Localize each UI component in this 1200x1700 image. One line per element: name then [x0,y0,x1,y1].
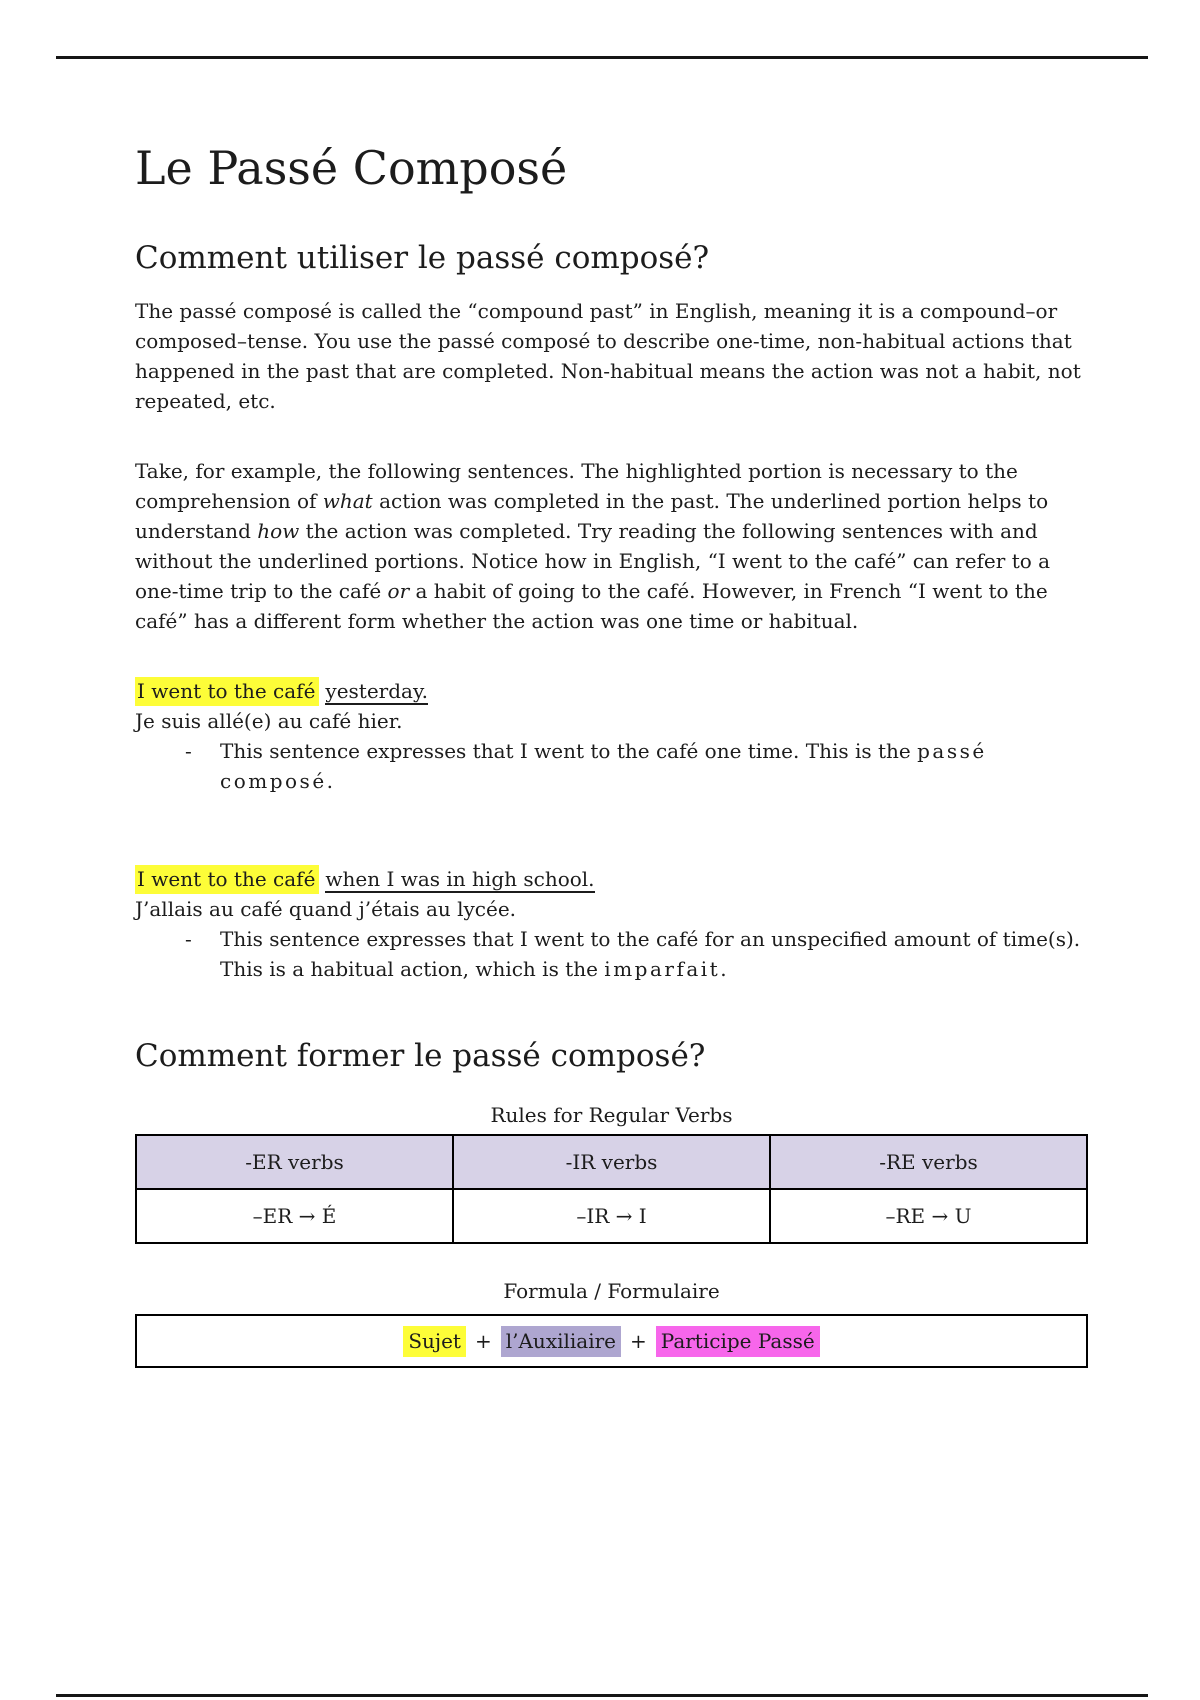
rules-table-cell-re: –RE → U [770,1189,1087,1243]
explain-text-3: the action was completed. Try reading the following sentences with and without the underlined portions. Notice how in English, “I went to the café” can refer to a one-time trip to the café [135,519,1051,603]
example-1-sentence [135,676,1088,706]
bottom-rule-divider [56,1694,1148,1697]
rules-table-body-row [136,1189,1087,1243]
bullet-marker: - [185,739,192,763]
example-1-note-pre: This sentence expresses that I went to the café one time. This is the [220,739,918,763]
formula-subject: Sujet [403,1326,466,1357]
rules-table-header-row [136,1135,1087,1189]
example-1-translation: Je suis allé(e) au café hier. [135,709,403,733]
example-2-note-term: imparfait [604,957,721,981]
example-2-note [185,924,1088,984]
formula-caption: Formula / Formulaire [503,1279,720,1303]
rules-table-cell-ir: –IR → I [453,1189,770,1243]
top-rule-divider [56,56,1148,59]
example-2 [135,864,1088,984]
intro-paragraph [135,296,1088,416]
section-heading-usage: Comment utiliser le passé composé? [135,240,710,276]
explain-italic-or: or [387,579,410,603]
formula-plus-2: + [630,1329,647,1353]
explain-text-4: a habit of going to the café. However, in French “I went to the café” has a different form whether the action was one time or habitual. [135,579,1048,633]
formula-auxiliary: l’Auxiliaire [501,1326,621,1357]
rules-table-caption: Rules for Regular Verbs [490,1103,733,1127]
rules-table-header-ir: -IR verbs [453,1135,770,1189]
example-2-translation: J’allais au café quand j’étais au lycée. [135,897,517,921]
explain-text-2: action was completed in the past. The underlined portion helps to understand [135,489,1049,543]
example-2-note-text [220,924,1088,984]
example-2-underlined-phrase: when I was in high school. [325,867,595,891]
example-1-note-text [220,736,1088,796]
example-1-underlined-phrase: yesterday. [325,679,428,703]
example-1-note-term: passé composé [220,739,987,793]
explain-italic-what: what [322,489,373,513]
explanation-paragraph [135,456,1088,636]
example-1-note [185,736,1088,796]
formula-box [135,1314,1088,1368]
example-1-note-end: . [326,769,334,793]
explain-text-1: Take, for example, the following sentences. The highlighted portion is necessary to the comprehension of [135,459,1018,513]
section-heading-formation: Comment former le passé composé? [135,1038,706,1074]
document-title: Le Passé Composé [135,141,568,195]
example-1 [135,676,1088,796]
rules-table-header-re: -RE verbs [770,1135,1087,1189]
example-2-note-end: . [720,957,727,981]
document-content [135,120,1088,1368]
rules-table-cell-er: –ER → É [136,1189,453,1243]
intro-text: The passé composé is called the “compound past” in English, meaning it is a compound–or composed–tense. You use the passé composé to describe one-time, non-habitual actions that happened in the past that are completed. Non-habitual means the action was not a habit, not repeated, etc. [135,299,1081,413]
example-1-highlighted-phrase: I went to the café [135,677,319,706]
formula-participle: Participe Passé [656,1326,820,1357]
formula-plus-1: + [474,1329,492,1353]
example-2-note-pre: This sentence expresses that I went to the café for an unspecified amount of time(s). This is a habitual action, which is the [220,927,1081,981]
bullet-marker: - [185,927,192,951]
explain-italic-how: how [257,519,300,543]
example-2-sentence [135,864,1088,894]
rules-table-header-er: -ER verbs [136,1135,453,1189]
example-2-highlighted-phrase: I went to the café [135,865,319,894]
rules-table [135,1134,1088,1244]
